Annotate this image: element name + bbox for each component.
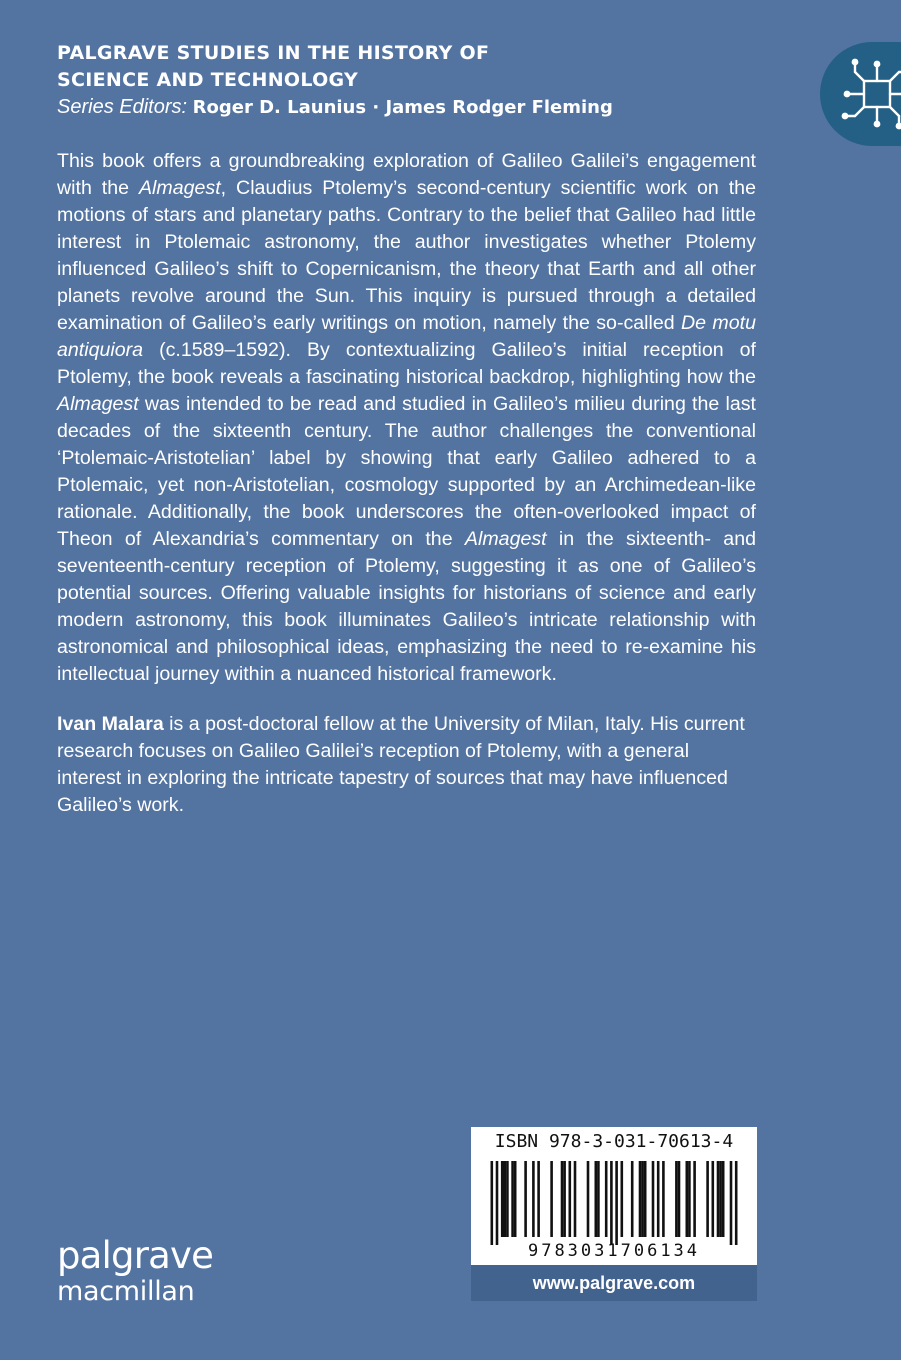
barcode-panel xyxy=(471,1127,757,1301)
series-badge xyxy=(820,42,901,146)
isbn-label: ISBN 978-3-031-70613-4 xyxy=(494,1131,734,1152)
barcode-bars xyxy=(490,1161,738,1245)
barcode-bar xyxy=(657,1161,660,1237)
author-bio-text: is a post-doctoral fellow at the University of Milan, Italy. His current research focuses on Galileo Galilei’s reception of Ptolemy, with a general interest in exploring the intricate tapestry of sources that may have influenced Galileo’s work. xyxy=(57,713,745,816)
blurb-italic-4: Almagest xyxy=(464,528,547,550)
barcode-bar xyxy=(735,1161,738,1245)
blurb-text-1: This book offers a groundbreaking exploration of Galileo Galilei’s engagement with the xyxy=(57,150,756,199)
series-editors-names: Roger D. Launius · James Rodger Fleming xyxy=(192,97,613,118)
barcode-bar xyxy=(719,1161,722,1237)
book-description xyxy=(57,148,756,688)
barcode-bar xyxy=(532,1161,535,1237)
barcode-bar xyxy=(686,1161,689,1237)
barcode-bar xyxy=(506,1161,509,1237)
barcode-bar xyxy=(678,1161,681,1237)
barcode-bar xyxy=(644,1161,647,1237)
barcode-bar xyxy=(501,1161,504,1237)
author-bio xyxy=(57,711,756,819)
barcode-bar xyxy=(639,1161,642,1237)
series-title-line2: SCIENCE AND TECHNOLOGY xyxy=(57,69,359,91)
barcode-bar xyxy=(496,1161,499,1245)
blurb-text-4: was intended to be read and studied in Galileo’s milieu during the last decades of the sixteenth century. The author challenges the conventional ‘Ptolemaic-Aristotelian’ label by showing that early Galileo adhered to a Ptolemaic, yet non-Aristotelian, cosmology supported by an Archimedean-like rationale. Additionally, the book underscores the often-overlooked impact of Theon of Alexandria’s commentary on the xyxy=(57,393,756,550)
barcode-bar xyxy=(621,1161,624,1237)
barcode-bar xyxy=(615,1161,618,1245)
book-description-paragraph xyxy=(57,148,756,688)
barcode-bar xyxy=(605,1161,608,1237)
author-name: Ivan Malara xyxy=(57,713,164,735)
barcode-bar xyxy=(722,1161,725,1237)
barcode-bar xyxy=(597,1161,600,1237)
blurb-italic-2: De motu antiquiora xyxy=(57,312,756,361)
blurb-italic-3: Almagest xyxy=(57,393,139,415)
series-title xyxy=(57,40,757,94)
publisher-logo-line1: palgrave xyxy=(57,1234,214,1277)
barcode-bar xyxy=(610,1161,613,1245)
barcode-bar xyxy=(504,1161,507,1237)
barcode-bar xyxy=(675,1161,678,1237)
barcode-bar xyxy=(595,1161,598,1237)
barcode-digits: 9783031706134 xyxy=(527,1241,701,1261)
barcode-bar xyxy=(730,1161,733,1245)
barcode-bar xyxy=(631,1161,634,1237)
barcode-bar xyxy=(491,1161,494,1245)
barcode-bar xyxy=(717,1161,720,1237)
series-editors-label: Series Editors: xyxy=(57,96,188,118)
barcode-bar xyxy=(652,1161,655,1237)
barcode-bar xyxy=(524,1161,527,1237)
blurb-text-2: , Claudius Ptolemy’s second-century scientific work on the motions of stars and planetary paths. Contrary to the belief that Galileo had little interest in Ptolemaic astronomy, the author investigates whether Ptolemy influenced Galileo’s shift to Copernicanism, the theory that Earth and all other planets revolve around the Sun. This inquiry is pursued through a detailed examination of Galileo’s early writings on motion, namely the so-called xyxy=(57,177,756,334)
barcode-bar xyxy=(561,1161,564,1237)
barcode-bar xyxy=(693,1161,696,1237)
barcode-bar xyxy=(712,1161,715,1237)
barcode-bar xyxy=(574,1161,577,1237)
publisher-url[interactable]: www.palgrave.com xyxy=(532,1273,696,1293)
publisher-logo xyxy=(57,1236,307,1308)
blurb-italic-1: Almagest xyxy=(138,177,221,199)
publisher-logo-line2: macmillan xyxy=(57,1276,195,1307)
palgrave-network-icon xyxy=(833,50,901,138)
barcode-bar xyxy=(550,1161,553,1237)
barcode-bar xyxy=(514,1161,517,1237)
barcode-bar xyxy=(662,1161,665,1237)
barcode-bar xyxy=(688,1161,691,1237)
publisher-url-strip xyxy=(471,1265,757,1301)
barcode-bar xyxy=(563,1161,566,1237)
barcode-bar xyxy=(511,1161,514,1237)
blurb-text-5: in the sixteenth- and seventeenth-century reception of Ptolemy, suggesting it as one of Galileo’s potential sources. Offering valuable insights for historians of science and early modern astronomy, this book illuminates Galileo’s intricate relationship with astronomical and philosophical ideas, emphasizing the need to re-examine his intellectual journey within a nuanced historical framework. xyxy=(57,528,756,685)
author-bio-paragraph xyxy=(57,711,756,819)
barcode-bar xyxy=(569,1161,572,1237)
barcode-bar xyxy=(587,1161,590,1237)
blurb-text-3: (c.1589–1592). By contextualizing Galileo’s initial reception of Ptolemy, the book reveals a fascinating historical backdrop, highlighting how the xyxy=(57,339,756,388)
series-title-line1: PALGRAVE STUDIES IN THE HISTORY OF xyxy=(57,42,490,64)
series-editors xyxy=(57,94,777,121)
barcode-bar xyxy=(706,1161,709,1237)
barcode-bar xyxy=(537,1161,540,1237)
barcode-bar xyxy=(641,1161,644,1237)
